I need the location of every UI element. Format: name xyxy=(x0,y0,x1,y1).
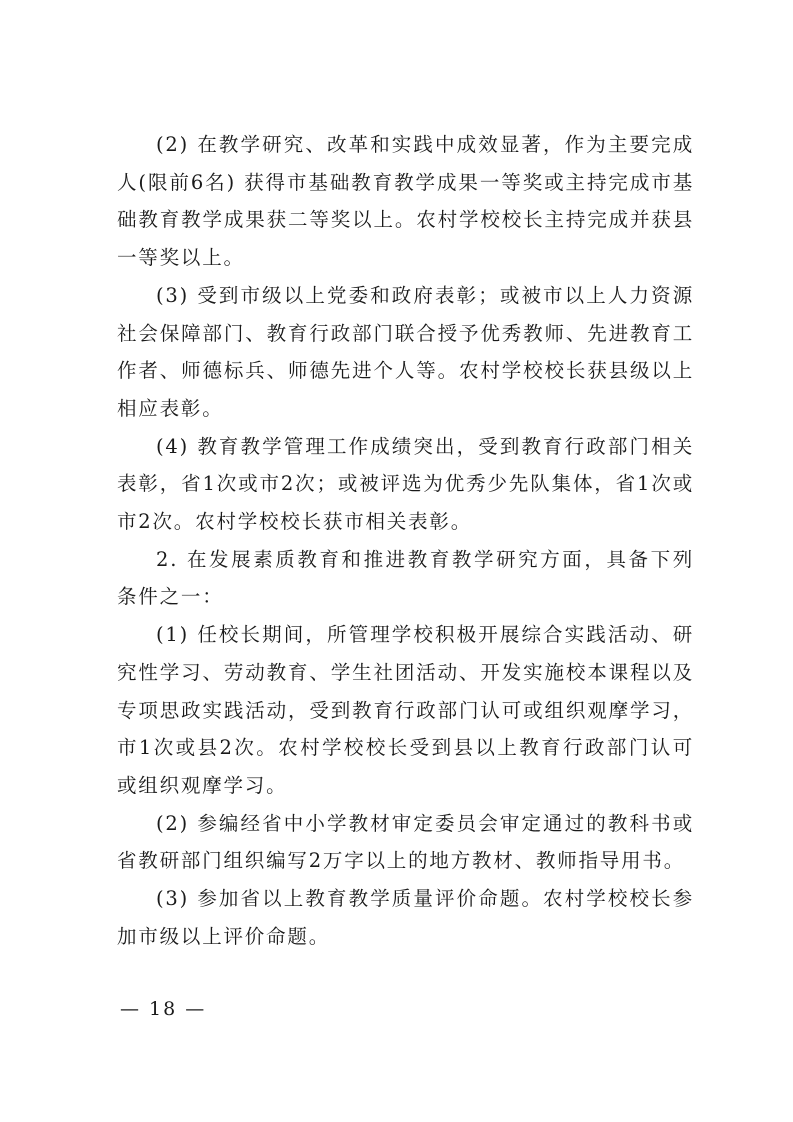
paragraph-criterion-1-3: (3) 受到市级以上党委和政府表彰；或被市以上人力资源社会保障部门、教育行政部门联合授予优秀教师、先进教育工作者、师德标兵、师德先进个人等。农村学校校长获县级以上相应表彰。 xyxy=(117,283,694,420)
paragraph-criterion-2-1: (1) 任校长期间，所管理学校积极开展综合实践活动、研究性学习、劳动教育、学生社团活动、开发实施校本课程以及专项思政实践活动，受到教育行政部门认可或组织观摩学习，市1次或县2次。农村学校校长受到县以上教育行政部门认可或组织观摩学习。 xyxy=(117,623,694,797)
paragraph-section-2-heading: 2. 在发展素质教育和推进教育教学研究方面，具备下列条件之一： xyxy=(117,547,694,609)
document-body xyxy=(117,126,694,955)
paragraph-criterion-1-2: (2) 在教学研究、改革和实践中成效显著，作为主要完成人(限前6名) 获得市基础教育教学成果一等奖或主持完成市基础教育教学成果获二等奖以上。农村学校校长主持完成并获县一等奖以上。 xyxy=(117,133,694,270)
page-number: — 18 — xyxy=(120,998,207,1020)
paragraph-criterion-2-2: (2) 参编经省中小学教材审定委员会审定通过的教科书或省教研部门组织编写2万字以上的地方教材、教师指导用书。 xyxy=(117,811,694,873)
paragraph-criterion-1-4: (4) 教育教学管理工作成绩突出，受到教育行政部门相关表彰，省1次或市2次；或被评选为优秀少先队集体，省1次或市2次。农村学校校长获市相关表彰。 xyxy=(117,434,694,534)
paragraph-criterion-2-3: (3) 参加省以上教育教学质量评价命题。农村学校校长参加市级以上评价命题。 xyxy=(117,887,694,948)
